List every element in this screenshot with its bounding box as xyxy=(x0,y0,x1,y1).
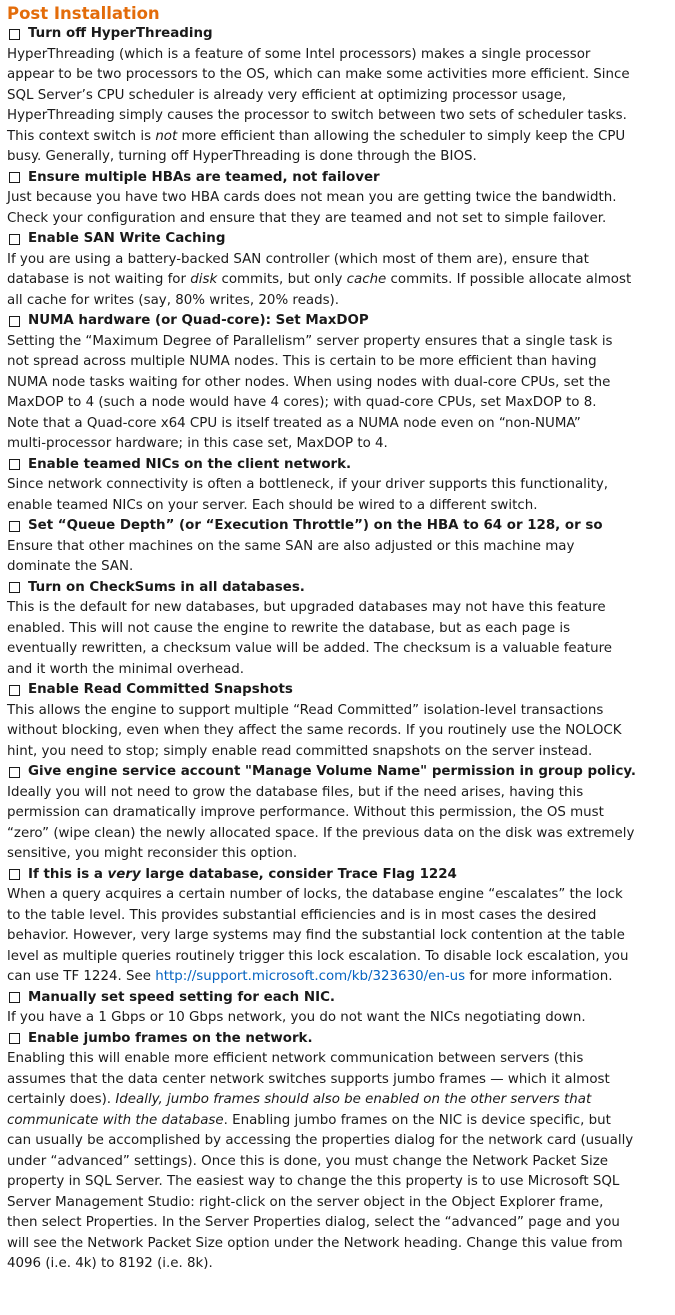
checklist-item xyxy=(7,168,667,230)
text-run: MaxDOP to 4 (such a node would have 4 cores); with quad-core CPUs, set MaxDOP to 8. xyxy=(7,395,597,410)
body-line xyxy=(7,803,667,824)
body-line xyxy=(7,414,667,435)
text-run: not spread across multiple NUMA nodes. This is certain to be more efficient than having xyxy=(7,354,597,369)
body-line xyxy=(7,373,667,394)
checklist-item-heading xyxy=(7,578,667,599)
checklist-item xyxy=(7,680,667,762)
body-line xyxy=(7,475,667,496)
heading-text xyxy=(28,24,213,45)
body-line xyxy=(7,1172,667,1193)
checklist-item-heading xyxy=(7,455,667,476)
emphasis-text: Ideally, jumbo frames should also be enabled on the other servers that xyxy=(115,1092,592,1107)
text-run: Check your configuration and ensure that they are teamed and not set to simple failover. xyxy=(7,210,607,226)
body-line xyxy=(7,844,667,865)
text-run: eventually rewritten, a checksum value will be added. The checksum is a valuable feature xyxy=(7,641,613,656)
body-line xyxy=(7,967,667,988)
text-run: without blocking, even when they affect the same records. If you routinely use the NOLOCK xyxy=(7,723,622,738)
emphasis-text: communicate with the database xyxy=(7,1112,224,1128)
body-line xyxy=(7,270,667,291)
body-line xyxy=(7,1111,667,1132)
checklist-item-body xyxy=(7,45,667,168)
text-run: under “advanced” settings). Once this is done, you must change the Network Packet Size xyxy=(7,1153,608,1169)
checkbox-icon xyxy=(9,172,20,183)
text-run: multi-processor hardware; in this case set, MaxDOP to 4. xyxy=(7,436,388,451)
checkbox-icon xyxy=(9,29,20,40)
body-line xyxy=(7,147,667,168)
text-run: NUMA hardware (or Quad-core): Set MaxDOP xyxy=(28,313,369,328)
body-line xyxy=(7,65,667,86)
body-line xyxy=(7,701,667,722)
heading-text xyxy=(28,762,636,783)
text-run: NUMA node tasks waiting for other nodes. When using nodes with dual-core CPUs, set the xyxy=(7,374,611,390)
body-line xyxy=(7,906,667,927)
emphasis-text: not xyxy=(155,128,178,144)
text-run: permission can dramatically improve performance. Without this permission, the OS must xyxy=(7,805,604,820)
body-line xyxy=(7,291,667,312)
text-run: Enable Read Committed Snapshots xyxy=(28,682,293,697)
text-run: This context switch is xyxy=(7,128,156,144)
checklist xyxy=(7,24,667,1275)
text-run: 4096 (i.e. 4k) to 8192 (i.e. 8k). xyxy=(7,1256,213,1271)
checkbox-icon xyxy=(9,582,20,593)
text-run: This is the default for new databases, but upgraded databases may not have this feature xyxy=(7,600,606,615)
text-run: HyperThreading (which is a feature of some Intel processors) makes a single processor xyxy=(7,46,591,62)
body-line xyxy=(7,598,667,619)
heading-text xyxy=(28,516,603,537)
checklist-item-body xyxy=(7,250,667,312)
checklist-item-body xyxy=(7,537,667,578)
text-run: Enabling this will enable more efficient network communication between servers (this xyxy=(7,1051,584,1066)
checkbox-icon xyxy=(9,992,20,1003)
checklist-item-body xyxy=(7,701,667,763)
text-run: more efficient than allowing the scheduler to simply keep the CPU xyxy=(177,128,626,144)
text-run: all cache for writes (say, 80% writes, 20% reads). xyxy=(7,292,340,308)
checklist-item xyxy=(7,24,667,168)
body-line xyxy=(7,1254,667,1275)
body-line xyxy=(7,537,667,558)
checklist-item-body xyxy=(7,188,667,229)
text-run: will see the Network Packet Size option under the Network heading. Change this value from xyxy=(7,1235,623,1251)
text-run: database is not waiting for xyxy=(7,272,191,287)
text-run: This allows the engine to support multiple “Read Committed” isolation-level transactions xyxy=(7,702,604,718)
body-line xyxy=(7,188,667,209)
checkbox-icon xyxy=(9,767,20,778)
text-run: “zero” (wipe clean) the newly allocated space. If the previous data on the disk was extremely xyxy=(7,825,635,841)
checklist-item xyxy=(7,455,667,517)
checklist-item xyxy=(7,988,667,1029)
body-line xyxy=(7,86,667,107)
checklist-item-body xyxy=(7,475,667,516)
emphasis-text: disk xyxy=(190,272,218,287)
text-run: If you have a 1 Gbps or 10 Gbps network, you do not want the NICs negotiating down. xyxy=(7,1010,586,1025)
body-line xyxy=(7,824,667,845)
checklist-item-body xyxy=(7,1049,667,1275)
text-run: large database, consider Trace Flag 1224 xyxy=(140,866,457,882)
body-line xyxy=(7,209,667,230)
support-link[interactable]: http://support.microsoft.com/kb/323630/en-us xyxy=(155,969,466,984)
body-line xyxy=(7,352,667,373)
body-line xyxy=(7,45,667,66)
text-run: appear to be two processors to the OS, which can make some activities more efficient. Since xyxy=(7,67,630,82)
body-line xyxy=(7,557,667,578)
body-line xyxy=(7,1008,667,1029)
checklist-item xyxy=(7,229,667,311)
checkbox-icon xyxy=(9,316,20,327)
heading-text xyxy=(28,578,305,599)
text-run: Manually set speed setting for each NIC. xyxy=(28,989,335,1005)
checklist-item-heading xyxy=(7,24,667,45)
checkbox-icon xyxy=(9,234,20,245)
emphasis-text: very xyxy=(107,866,141,882)
body-line xyxy=(7,1090,667,1111)
text-run: Ensure multiple HBAs are teamed, not failover xyxy=(28,169,380,185)
text-run: Ensure that other machines on the same SAN are also adjusted or this machine may xyxy=(7,538,575,554)
checkbox-icon xyxy=(9,685,20,696)
text-run: behavior. However, very large systems may find the substantial lock contention at the table xyxy=(7,928,625,943)
body-line xyxy=(7,393,667,414)
text-run: enabled. This will not cause the engine to rewrite the database, but as each page is xyxy=(7,620,571,636)
body-line xyxy=(7,619,667,640)
text-run: can use TF 1224. See xyxy=(7,969,156,984)
text-run: Since network connectivity is often a bottleneck, if your driver supports this functionality, xyxy=(7,477,609,492)
text-run: Enable jumbo frames on the network. xyxy=(28,1030,313,1046)
text-run: Enable teamed NICs on the client network. xyxy=(28,456,352,472)
text-run: can usually be accomplished by accessing the properties dialog for the network card (usually xyxy=(7,1133,634,1148)
text-run: . Enabling jumbo frames on the NIC is device specific, but xyxy=(223,1112,611,1128)
text-run: enable teamed NICs on your server. Each should be wired to a different switch. xyxy=(7,497,538,513)
heading-text xyxy=(28,311,369,332)
text-run: hint, you need to stop; simply enable read committed snapshots on the server instead. xyxy=(7,743,593,759)
body-line xyxy=(7,721,667,742)
body-line xyxy=(7,1070,667,1091)
text-run: Set “Queue Depth” (or “Execution Throttle”) on the HBA to 64 or 128, or so xyxy=(28,518,603,533)
checklist-item-heading xyxy=(7,516,667,537)
emphasis-text: cache xyxy=(346,272,387,287)
text-run: property in SQL Server. The easiest way to change the this property is to use Microsoft SQL xyxy=(7,1174,620,1189)
checklist-item-heading xyxy=(7,311,667,332)
text-run: SQL Server’s CPU scheduler is already very efficient at optimizing processor usage, xyxy=(7,87,567,103)
checklist-item-heading xyxy=(7,988,667,1009)
checklist-item-heading xyxy=(7,680,667,701)
text-run: assumes that the data center network switches supports jumbo frames — which it almost xyxy=(7,1071,610,1087)
body-line xyxy=(7,926,667,947)
checklist-item xyxy=(7,578,667,681)
text-run: then select Properties. In the Server Properties dialog, select the “advanced” page and you xyxy=(7,1215,620,1230)
body-line xyxy=(7,783,667,804)
body-line xyxy=(7,250,667,271)
checklist-item-body xyxy=(7,783,667,865)
checklist-item xyxy=(7,516,667,578)
text-run: Enable SAN Write Caching xyxy=(28,231,226,246)
heading-text xyxy=(28,988,335,1009)
text-run: busy. Generally, turning off HyperThreading is done through the BIOS. xyxy=(7,149,477,164)
heading-text xyxy=(28,680,293,701)
body-line xyxy=(7,660,667,681)
heading-text xyxy=(28,1029,313,1050)
checklist-item-heading xyxy=(7,762,667,783)
body-line xyxy=(7,332,667,353)
body-line xyxy=(7,127,667,148)
body-line xyxy=(7,496,667,517)
text-run: Just because you have two HBA cards does not mean you are getting twice the bandwidth. xyxy=(7,190,617,205)
body-line xyxy=(7,885,667,906)
checklist-item-body xyxy=(7,598,667,680)
text-run: Setting the “Maximum Degree of Parallelism” server property ensures that a single task is xyxy=(7,333,613,349)
text-run: Ideally you will not need to grow the database files, but if the need arises, having this xyxy=(7,784,584,800)
body-line xyxy=(7,1131,667,1152)
text-run: Server Management Studio: right-click on the server object in the Object Explorer frame, xyxy=(7,1194,604,1210)
heading-text xyxy=(28,168,380,189)
checkbox-icon xyxy=(9,521,20,532)
text-run: Turn on CheckSums in all databases. xyxy=(28,579,305,595)
text-run: certainly does). xyxy=(7,1092,116,1107)
text-run: When a query acquires a certain number of locks, the database engine “escalates” the lock xyxy=(7,887,623,902)
checkbox-icon xyxy=(9,1033,20,1044)
text-run: level as multiple queries routinely trigger this lock escalation. To disable lock escalation, you xyxy=(7,948,629,964)
text-run: to the table level. This provides substantial efficiencies and is in most cases the desired xyxy=(7,907,597,923)
body-line xyxy=(7,742,667,763)
checkbox-icon xyxy=(9,869,20,880)
body-line xyxy=(7,1213,667,1234)
body-line xyxy=(7,1152,667,1173)
text-run: dominate the SAN. xyxy=(7,559,134,574)
body-line xyxy=(7,1234,667,1255)
text-run: commits, but only xyxy=(217,272,347,287)
text-run: If you are using a battery-backed SAN controller (which most of them are), ensure that xyxy=(7,251,589,267)
checklist-item xyxy=(7,865,667,988)
text-run: sensitive, you might reconsider this option. xyxy=(7,846,298,861)
body-line xyxy=(7,1193,667,1214)
checklist-item xyxy=(7,311,667,455)
checklist-item xyxy=(7,1029,667,1275)
checklist-item-body xyxy=(7,885,667,988)
body-line xyxy=(7,947,667,968)
body-line xyxy=(7,639,667,660)
text-run: commits. If possible allocate almost xyxy=(386,272,632,287)
heading-text xyxy=(28,229,225,250)
checklist-item-body xyxy=(7,1008,667,1029)
text-run: If this is a xyxy=(28,866,108,882)
body-line xyxy=(7,1049,667,1070)
checklist-item-heading xyxy=(7,229,667,250)
checklist-item-heading xyxy=(7,1029,667,1050)
checklist-item xyxy=(7,762,667,865)
body-line xyxy=(7,106,667,127)
text-run: HyperThreading simply causes the processor to switch between two sets of scheduler tasks. xyxy=(7,108,627,123)
heading-text xyxy=(28,865,457,886)
text-run: Turn off HyperThreading xyxy=(28,26,213,41)
text-run: and it worth the minimal overhead. xyxy=(7,661,245,677)
body-line xyxy=(7,434,667,455)
checklist-item-body xyxy=(7,332,667,455)
heading-text xyxy=(28,455,351,476)
page-title: Post Installation xyxy=(7,4,160,23)
text-run: Give engine service account "Manage Volume Name" permission in group policy. xyxy=(28,764,636,779)
text-run: Note that a Quad-core x64 CPU is itself treated as a NUMA node even on “non-NUMA” xyxy=(7,415,581,431)
checklist-item-heading xyxy=(7,168,667,189)
text-run: for more information. xyxy=(465,969,613,984)
checklist-item-heading xyxy=(7,865,667,886)
checkbox-icon xyxy=(9,459,20,470)
